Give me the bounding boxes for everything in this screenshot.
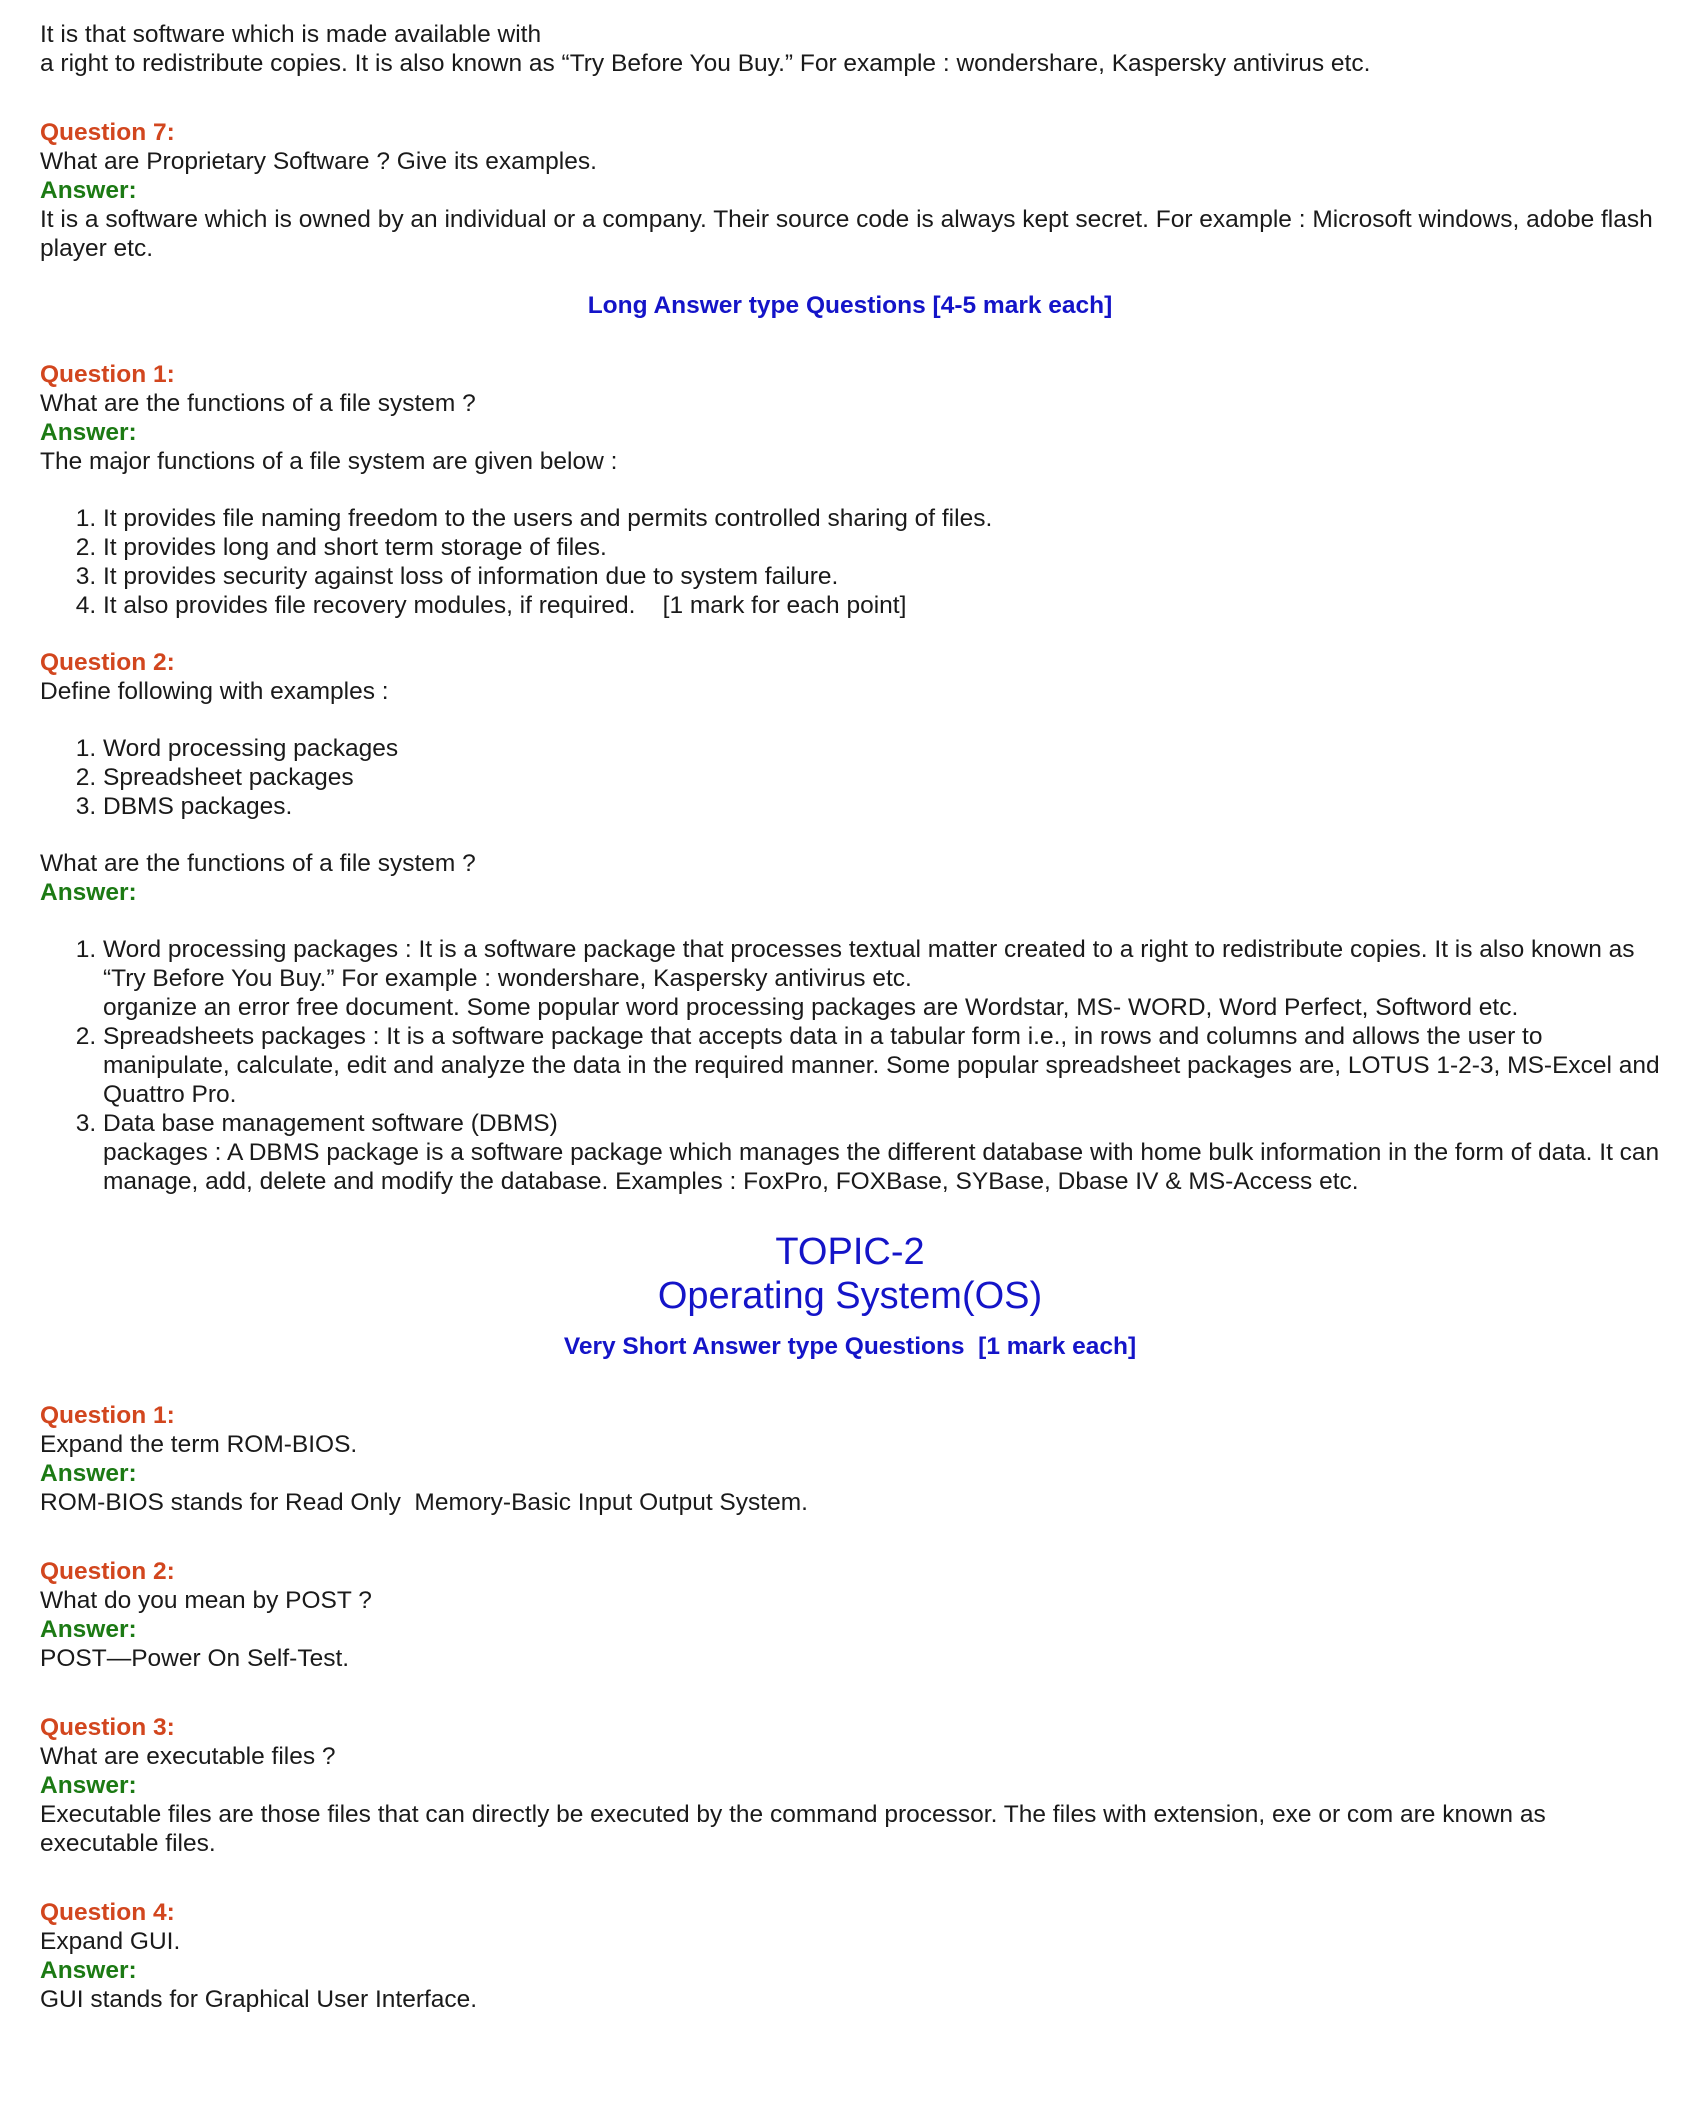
answer-label: Answer: xyxy=(40,879,137,906)
long-answer-heading: Long Answer type Questions [4-5 mark each] xyxy=(587,292,1113,319)
define-list xyxy=(40,734,1660,821)
vs-question-4 xyxy=(40,1898,1660,2014)
answer-text: Executable files are those files that can directly be executed by the command processor. The files with extension, exe or com are known as executable files. xyxy=(40,1801,1546,1857)
list-item xyxy=(103,1109,1660,1196)
answer-text: POST—Power On Self-Test. xyxy=(40,1645,350,1672)
answer-label: Answer: xyxy=(40,419,137,446)
list-item: 4. It also provides file recovery modules, if required. [1 mark for each point] xyxy=(103,591,1660,620)
list-item: 1. It provides file naming freedom to the users and permits controlled sharing of files. xyxy=(103,504,1660,533)
answer-label: Answer: xyxy=(40,177,137,204)
topic-name: Operating System(OS) xyxy=(657,1275,1043,1317)
question-text-2: What are the functions of a file system ? xyxy=(40,850,476,877)
functions-list xyxy=(40,504,1660,620)
intro-line-1: It is that software which is made available with xyxy=(40,21,542,48)
list-item: 1. Word processing packages xyxy=(103,734,1660,763)
vs-question-3 xyxy=(40,1713,1660,1858)
question-title: Question 4: xyxy=(40,1899,175,1926)
answer-text: ROM-BIOS stands for Read Only Memory-Basic Input Output System. xyxy=(40,1489,808,1516)
topic-number: TOPIC-2 xyxy=(775,1231,925,1273)
long-question-2 xyxy=(40,648,1660,1196)
question-text: What are the functions of a file system ? xyxy=(40,390,476,417)
long-question-1 xyxy=(40,360,1660,620)
answer-label: Answer: xyxy=(40,1772,137,1799)
question-title: Question 1: xyxy=(40,1402,175,1429)
answer-intro: The major functions of a file system are given below : xyxy=(40,448,618,475)
topic-title xyxy=(40,1230,1660,1318)
list-item-line: organize an error free document. Some popular word processing packages are Wordstar, MS- WORD, Word Perfect, Softword etc. xyxy=(103,994,1519,1021)
vs-question-1 xyxy=(40,1401,1660,1517)
list-item: 2. It provides long and short term storage of files. xyxy=(103,533,1660,562)
intro-line-2: a right to redistribute copies. It is also known as “Try Before You Buy.” For example : wondershare, Kaspersky antivirus etc. xyxy=(40,50,1371,77)
question-text: Expand GUI. xyxy=(40,1928,181,1955)
list-item: 2. Spreadsheet packages xyxy=(103,763,1660,792)
question-text: Expand the term ROM-BIOS. xyxy=(40,1431,358,1458)
question-text: What do you mean by POST ? xyxy=(40,1587,372,1614)
list-item-line: 2. Spreadsheets packages : It is a software package that accepts data in a tabular form i.e., in rows and columns and allows the user to manipulate, calculate, edit and analyze the data in the required manner. Some popular spreadsheet packages are, LOTUS 1-2-3, MS-Excel and Quattro Pro. xyxy=(103,1023,1660,1108)
question-7 xyxy=(40,118,1660,263)
list-item-line: packages : A DBMS package is a software package which manages the different database with home bulk information in the form of data. It can manage, add, delete and modify the database. Examples : FoxPro, FOXBase, SYBase, Dbase IV & MS-Access etc. xyxy=(103,1139,1660,1195)
list-item-line: 1. Word processing packages : It is a software package that processes textual matter created to a right to redistribute copies. It is also known as “Try Before You Buy.” For example : wondershare, Kaspersky antivirus etc. xyxy=(103,936,1635,992)
list-item: 3. DBMS packages. xyxy=(103,792,1660,821)
list-item-line: 3. Data base management software (DBMS) xyxy=(103,1110,558,1137)
question-title: Question 2: xyxy=(40,1558,175,1585)
question-title: Question 7: xyxy=(40,119,175,146)
vs-question-2 xyxy=(40,1557,1660,1673)
answer-label: Answer: xyxy=(40,1957,137,1984)
question-text: What are Proprietary Software ? Give its examples. xyxy=(40,148,597,175)
answer-text: GUI stands for Graphical User Interface. xyxy=(40,1986,478,2013)
very-short-answer-heading: Very Short Answer type Questions [1 mark each] xyxy=(563,1333,1137,1360)
question-text: What are executable files ? xyxy=(40,1743,336,1770)
answer-label: Answer: xyxy=(40,1616,137,1643)
list-item xyxy=(103,935,1660,1022)
question-title: Question 1: xyxy=(40,361,175,388)
list-item xyxy=(103,1022,1660,1109)
answer-text: It is a software which is owned by an individual or a company. Their source code is always kept secret. For example : Microsoft windows, adobe flash player etc. xyxy=(40,206,1653,262)
intro-text xyxy=(40,20,1660,78)
question-text: Define following with examples : xyxy=(40,678,389,705)
list-item: 3. It provides security against loss of information due to system failure. xyxy=(103,562,1660,591)
question-title: Question 3: xyxy=(40,1714,175,1741)
question-title: Question 2: xyxy=(40,649,175,676)
answer-label: Answer: xyxy=(40,1460,137,1487)
answer-list xyxy=(40,935,1660,1196)
